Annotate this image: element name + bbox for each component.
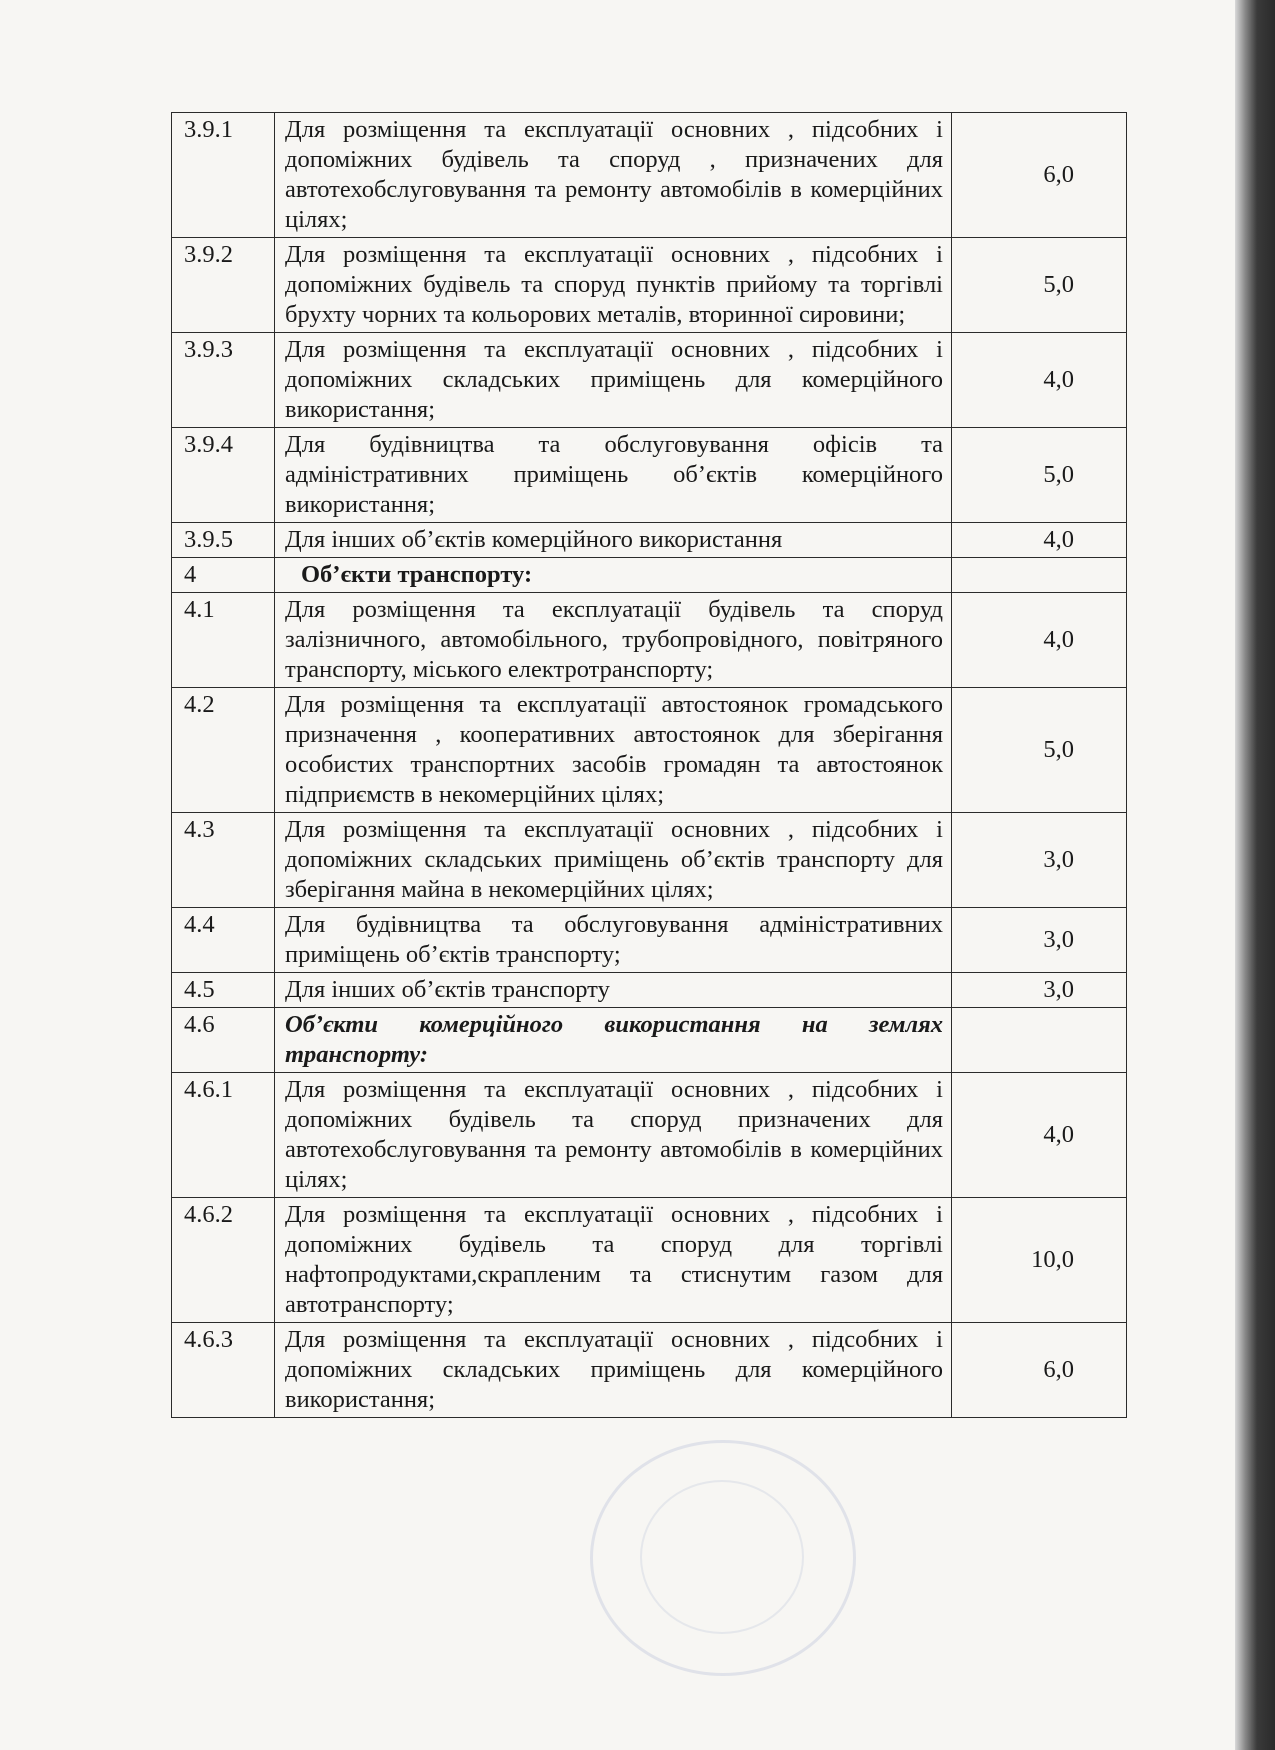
row-rate: 3,0	[952, 908, 1127, 973]
row-description: Для розміщення та експлуатації основних , підсобних і допоміжних складських приміщень для комерційного використання;	[275, 1323, 952, 1418]
row-code: 4.6.3	[172, 1323, 275, 1418]
row-code: 4.4	[172, 908, 275, 973]
table-row	[172, 688, 1127, 813]
table-row	[172, 238, 1127, 333]
row-code: 3.9.4	[172, 428, 275, 523]
row-code: 3.9.5	[172, 523, 275, 558]
row-rate: 3,0	[952, 813, 1127, 908]
row-code: 3.9.2	[172, 238, 275, 333]
table-row	[172, 908, 1127, 973]
row-code: 3.9.3	[172, 333, 275, 428]
row-code: 4.5	[172, 973, 275, 1008]
row-description: Для розміщення та експлуатації основних , підсобних і допоміжних будівель та споруд призначених для автотехобслуговування та ремонту автомобілів в комерційних цілях;	[275, 1073, 952, 1198]
row-code: 4.6.2	[172, 1198, 275, 1323]
rates-table	[171, 112, 1127, 1418]
table-row	[172, 333, 1127, 428]
row-description: Для розміщення та експлуатації автостоянок громадського призначення , кооперативних автостоянок для зберігання особистих транспортних засобів громадян та автостоянок підприємств в некомерційних цілях;	[275, 688, 952, 813]
row-description: Для інших об’єктів транспорту	[275, 973, 952, 1008]
table-row	[172, 428, 1127, 523]
table-row	[172, 1073, 1127, 1198]
table-row	[172, 973, 1127, 1008]
row-description: Для розміщення та експлуатації основних , підсобних і допоміжних будівель та споруд пунктів прийому та торгівлі брухту чорних та кольорових металів, вторинної сировини;	[275, 238, 952, 333]
table-row	[172, 1198, 1127, 1323]
row-rate	[952, 1008, 1127, 1073]
row-rate: 4,0	[952, 593, 1127, 688]
table-row	[172, 593, 1127, 688]
section-heading-row	[172, 558, 1127, 593]
row-description: Для розміщення та експлуатації основних , підсобних і допоміжних будівель та споруд для торгівлі нафтопродуктами,скрапленим та стиснутим газом для автотранспорту;	[275, 1198, 952, 1323]
table-row	[172, 1323, 1127, 1418]
row-rate: 6,0	[952, 113, 1127, 238]
row-description: Для розміщення та експлуатації будівель та споруд залізничного, автомобільного, трубопровідного, повітряного транспорту, міського електротранспорту;	[275, 593, 952, 688]
row-rate: 6,0	[952, 1323, 1127, 1418]
row-rate	[952, 558, 1127, 593]
row-rate: 4,0	[952, 523, 1127, 558]
table-row	[172, 113, 1127, 238]
row-code: 4.3	[172, 813, 275, 908]
table-row	[172, 813, 1127, 908]
subsection-heading: Об’єкти комерційного використання на землях транспорту:	[275, 1008, 952, 1073]
subsection-heading-row	[172, 1008, 1127, 1073]
row-rate: 5,0	[952, 238, 1127, 333]
row-code: 4.2	[172, 688, 275, 813]
row-description: Для будівництва та обслуговування офісів та адміністративних приміщень об’єктів комерційного використання;	[275, 428, 952, 523]
row-rate: 4,0	[952, 1073, 1127, 1198]
row-code: 4	[172, 558, 275, 593]
row-description: Для розміщення та експлуатації основних , підсобних і допоміжних складських приміщень для комерційного використання;	[275, 333, 952, 428]
row-rate: 3,0	[952, 973, 1127, 1008]
row-rate: 4,0	[952, 333, 1127, 428]
faded-stamp-inner	[640, 1480, 804, 1634]
row-description: Для інших об’єктів комерційного використання	[275, 523, 952, 558]
row-rate: 5,0	[952, 688, 1127, 813]
section-heading: Об’єкти транспорту:	[275, 558, 952, 593]
row-code: 4.6.1	[172, 1073, 275, 1198]
scan-edge-shadow	[1235, 0, 1275, 1750]
row-description: Для розміщення та експлуатації основних , підсобних і допоміжних будівель та споруд , призначених для автотехобслуговування та ремонту автомобілів в комерційних цілях;	[275, 113, 952, 238]
row-description: Для будівництва та обслуговування адміністративних приміщень об’єктів транспорту;	[275, 908, 952, 973]
row-description: Для розміщення та експлуатації основних , підсобних і допоміжних складських приміщень об’єктів транспорту для зберігання майна в некомерційних цілях;	[275, 813, 952, 908]
row-rate: 10,0	[952, 1198, 1127, 1323]
row-code: 4.1	[172, 593, 275, 688]
row-rate: 5,0	[952, 428, 1127, 523]
table-row	[172, 523, 1127, 558]
row-code: 4.6	[172, 1008, 275, 1073]
row-code: 3.9.1	[172, 113, 275, 238]
